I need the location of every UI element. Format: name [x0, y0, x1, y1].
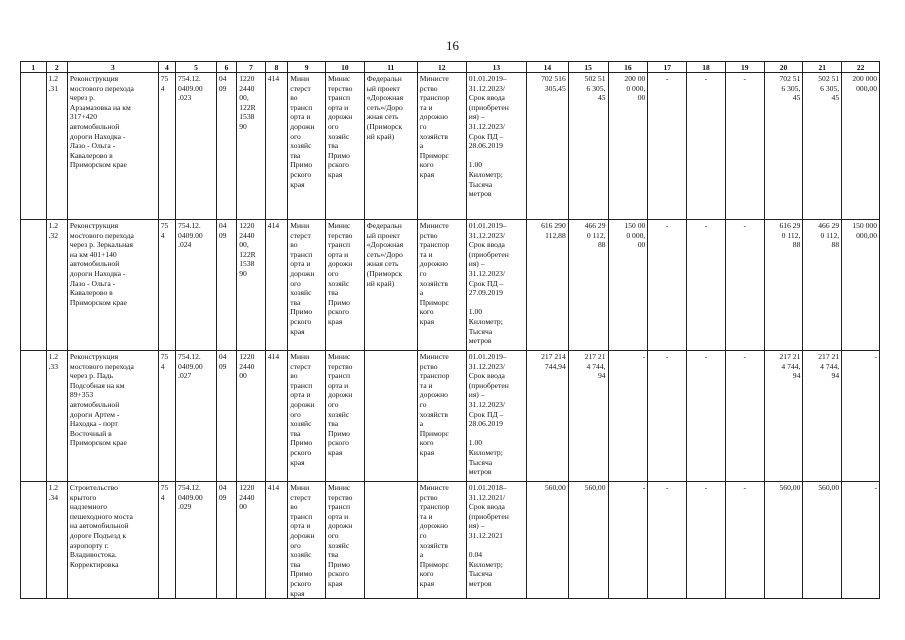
table-cell-col-12: Министе рство транспор та и дорожно го хозяйств а Приморс кого края: [417, 73, 466, 220]
table-cell-col-3: Реконструкция мостового перехода через р. Падь Подсобная на км 89+353 автомобильной дороги Артем - Находка - порт Восточный в Приморском крае: [67, 351, 158, 482]
table-cell-col-5: 754.12. 0409.00 .029: [176, 482, 217, 599]
table-cell-col-6: 04 09: [216, 482, 236, 599]
table-cell-col-5: 754.12. 0409.00 .024: [176, 220, 217, 351]
table-cell-col-16: -: [608, 482, 648, 599]
table-cell-col-19: -: [725, 482, 764, 599]
table-cell-col-17: -: [648, 482, 687, 599]
table-cell-col-9: Мини стерст во трансп орта и дорожн ого хозяйс тва Примо рского края: [288, 220, 326, 351]
table-cell-col-16: -: [608, 351, 648, 482]
column-number-cell: 14: [526, 62, 568, 73]
column-number-cell: 18: [687, 62, 726, 73]
table-cell-col-15: 502 51 6 305, 45: [568, 73, 608, 220]
table-cell-col-7: 1220 2440 00, 122R 1538 90: [237, 73, 266, 220]
table-cell-col-2: 1.2 .32: [46, 220, 67, 351]
table-cell-col-17: -: [648, 220, 687, 351]
table-cell-col-3: Строительство крытого надземного пешеходного моста на автомобильной дороге Подъезд к аэропорту г. Владивостока. Корректировка: [67, 482, 158, 599]
table-cell-col-18: -: [687, 351, 726, 482]
table-cell-col-11: [364, 482, 417, 599]
table-cell-col-20: 616 29 0 112, 88: [764, 220, 803, 351]
table-cell-col-8: 414: [265, 482, 287, 599]
table-cell-col-8: 414: [265, 73, 287, 220]
table-cell-col-19: -: [725, 220, 764, 351]
table-cell-col-9: Мини стерст во трансп орта и дорожн ого хозяйс тва Примо рского края: [288, 482, 326, 599]
table-cell-col-3: Реконструкция мостового перехода через р. Зеркальная на км 401+140 автомобильной дороги Находка - Лазо - Ольга - Кавалерово в Приморском крае: [67, 220, 158, 351]
table-cell-col-22: -: [842, 482, 880, 599]
table-cell-col-6: 04 09: [216, 351, 236, 482]
investment-objects-table: [20, 61, 880, 599]
table-cell-col-22: 200 000 000,00: [842, 73, 880, 220]
table-cell-col-18: -: [687, 220, 726, 351]
column-number-cell: 4: [158, 62, 175, 73]
table-cell-col-14: 560,00: [526, 482, 568, 599]
column-number-cell: 6: [216, 62, 236, 73]
table-cell-col-10: Минис терство трансп орта и дорожн ого хозяйс тва Примо рского края: [325, 220, 364, 351]
table-cell-col-19: -: [725, 351, 764, 482]
table-cell-col-11: Федеральн ый проект «Дорожная сеть»/Доро жная сеть (Приморск ий край): [364, 220, 417, 351]
table-cell-col-20: 702 51 6 305, 45: [764, 73, 803, 220]
column-number-cell: 7: [237, 62, 266, 73]
table-cell-col-14: 616 290 112,88: [526, 220, 568, 351]
column-number-cell: 10: [325, 62, 364, 73]
column-number-cell: 15: [568, 62, 608, 73]
table-cell-col-20: 217 21 4 744, 94: [764, 351, 803, 482]
column-number-cell: 13: [466, 62, 526, 73]
column-number-cell: 19: [725, 62, 764, 73]
table-cell-col-2: 1.2 .34: [46, 482, 67, 599]
column-number-cell: 5: [176, 62, 217, 73]
table-row: [21, 73, 880, 220]
table-cell-col-8: 414: [265, 220, 287, 351]
column-number-cell: 12: [417, 62, 466, 73]
table-cell-col-19: -: [725, 73, 764, 220]
column-number-cell: 11: [364, 62, 417, 73]
table-cell-col-12: Министе рство транспор та и дорожно го хозяйств а Приморс кого края: [417, 220, 466, 351]
table-cell-col-21: 466 29 0 112, 88: [803, 220, 842, 351]
table-cell-col-15: 466 29 0 112, 88: [568, 220, 608, 351]
table-cell-col-1: [21, 220, 47, 351]
table-cell-col-14: 217 214 744,94: [526, 351, 568, 482]
table-cell-col-17: -: [648, 73, 687, 220]
table-cell-col-21: 217 21 4 744, 94: [803, 351, 842, 482]
table-cell-col-18: -: [687, 73, 726, 220]
table-cell-col-5: 754.12. 0409.00 .027: [176, 351, 217, 482]
table-cell-col-7: 1220 2440 00: [237, 482, 266, 599]
column-number-cell: 8: [265, 62, 287, 73]
table-cell-col-6: 04 09: [216, 220, 236, 351]
column-number-cell: 3: [67, 62, 158, 73]
table-row: [21, 482, 880, 599]
table-cell-col-9: Мини стерст во трансп орта и дорожн ого хозяйс тва Примо рского края: [288, 351, 326, 482]
column-number-row: [21, 62, 880, 73]
column-number-cell: 9: [288, 62, 326, 73]
table-cell-col-12: Министе рство транспор та и дорожно го хозяйств а Приморс кого края: [417, 482, 466, 599]
table-cell-col-7: 1220 2440 00: [237, 351, 266, 482]
table-cell-col-10: Минис терство трансп орта и дорожн ого хозяйс тва Примо рского края: [325, 482, 364, 599]
table-cell-col-11: Федеральн ый проект «Дорожная сеть»/Доро жная сеть (Приморск ий край): [364, 73, 417, 220]
table-cell-col-15: 560,00: [568, 482, 608, 599]
column-number-cell: 1: [21, 62, 47, 73]
column-number-cell: 17: [648, 62, 687, 73]
table-cell-col-13: 01.01.2019– 31.12.2023/ Срок ввода (приобретен ия) – 31.12.2023/ Срок ПД – 27.09.2019 1.00 Километр; Тысяча метров: [466, 220, 526, 351]
table-cell-col-4: 75 4: [158, 220, 175, 351]
table-cell-col-10: Минис терство трансп орта и дорожн ого хозяйс тва Примо рского края: [325, 351, 364, 482]
table-cell-col-22: 150 000 000,00: [842, 220, 880, 351]
table-cell-col-14: 702 516 305,45: [526, 73, 568, 220]
table-row: [21, 351, 880, 482]
table-cell-col-13: 01.01.2018– 31.12.2021/ Срок ввода (приобретен ия) – 31.12.2021 0.04 Километр; Тысяча метров: [466, 482, 526, 599]
column-number-cell: 2: [46, 62, 67, 73]
table-cell-col-17: -: [648, 351, 687, 482]
table-cell-col-13: 01.01.2019– 31.12.2023/ Срок ввода (приобретен ия) – 31.12.2023/ Срок ПД – 28.06.2019 1.00 Километр; Тысяча метров: [466, 351, 526, 482]
table-cell-col-2: 1.2 .33: [46, 351, 67, 482]
table-cell-col-22: -: [842, 351, 880, 482]
table-cell-col-18: -: [687, 482, 726, 599]
page-number: 16: [446, 38, 459, 53]
table-cell-col-4: 75 4: [158, 482, 175, 599]
table-cell-col-11: [364, 351, 417, 482]
table-cell-col-16: 200 00 0 000, 00: [608, 73, 648, 220]
column-number-cell: 16: [608, 62, 648, 73]
column-number-cell: 21: [803, 62, 842, 73]
table-cell-col-1: [21, 73, 47, 220]
table-cell-col-4: 75 4: [158, 351, 175, 482]
table-cell-col-3: Реконструкция мостового перехода через р. Арзамазовка на км 317+420 автомобильной дороги Находка - Лазо - Ольга - Кавалерово в Приморском крае: [67, 73, 158, 220]
table-cell-col-8: 414: [265, 351, 287, 482]
table-cell-col-7: 1220 2440 00, 122R 1538 90: [237, 220, 266, 351]
table-cell-col-9: Мини стерст во трансп орта и дорожн ого хозяйс тва Примо рского края: [288, 73, 326, 220]
table-cell-col-10: Минис терство трансп орта и дорожн ого хозяйс тва Примо рского края: [325, 73, 364, 220]
table-cell-col-21: 560,00: [803, 482, 842, 599]
table-cell-col-16: 150 00 0 000, 00: [608, 220, 648, 351]
table-cell-col-21: 502 51 6 305, 45: [803, 73, 842, 220]
column-number-cell: 22: [842, 62, 880, 73]
table-cell-col-2: 1.2 .31: [46, 73, 67, 220]
table-cell-col-6: 04 09: [216, 73, 236, 220]
table-row: [21, 220, 880, 351]
table-cell-col-1: [21, 351, 47, 482]
column-number-cell: 20: [764, 62, 803, 73]
table-cell-col-15: 217 21 4 744, 94: [568, 351, 608, 482]
table-cell-col-4: 75 4: [158, 73, 175, 220]
table-cell-col-12: Министе рство транспор та и дорожно го хозяйств а Приморс кого края: [417, 351, 466, 482]
table-cell-col-5: 754.12. 0409.00 .023: [176, 73, 217, 220]
table-cell-col-20: 560,00: [764, 482, 803, 599]
table-cell-col-1: [21, 482, 47, 599]
table-cell-col-13: 01.01.2019– 31.12.2023/ Срок ввода (приобретен ия) – 31.12.2023/ Срок ПД – 28.06.2019 1.00 Километр; Тысяча метров: [466, 73, 526, 220]
